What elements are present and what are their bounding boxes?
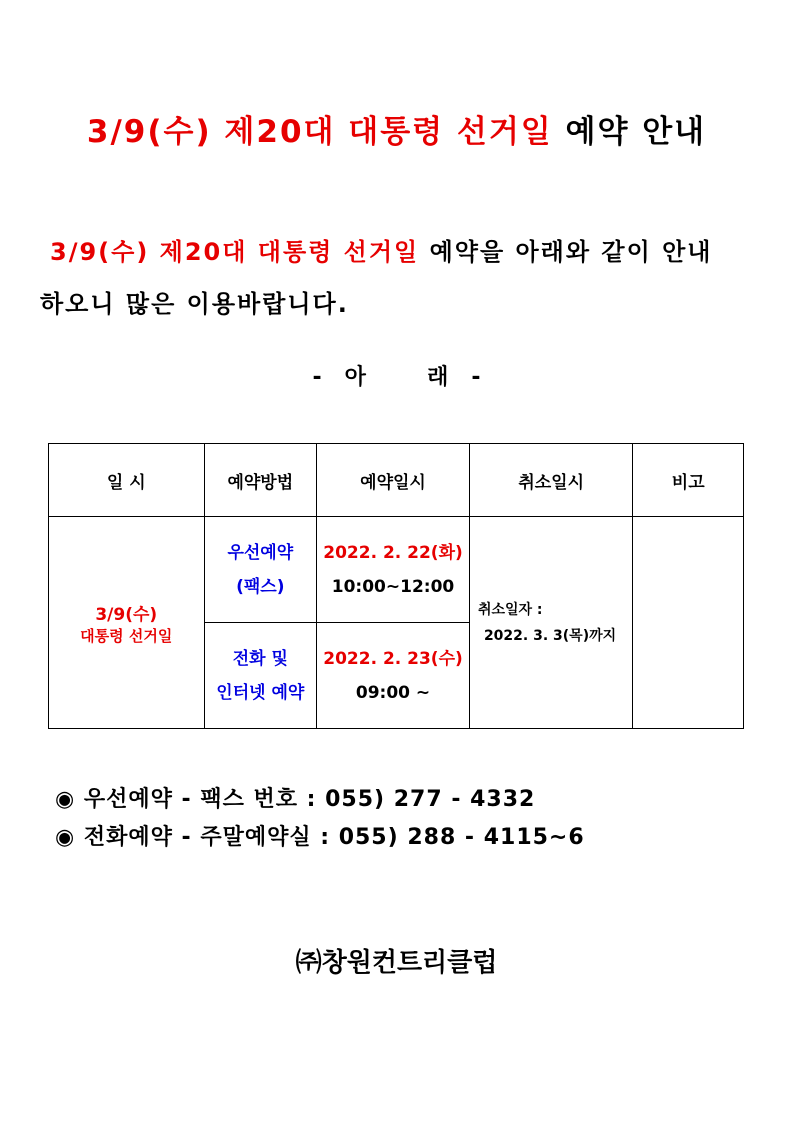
contact-list [55, 781, 585, 857]
reservation-date: 2022. 2. 23(수) [323, 648, 463, 669]
cancel-deadline: 2022. 3. 3(목)까지 [483, 627, 617, 644]
title-red-part: 3/9(수) 제20대 대통령 선거일 [86, 114, 553, 150]
header-note: 비고 [633, 444, 744, 517]
method-line-1: 전화 및 [232, 648, 288, 669]
table-row [49, 517, 744, 623]
header-date: 일 시 [49, 444, 205, 517]
note-cell [633, 517, 744, 729]
method-line-1: 우선예약 [227, 542, 294, 563]
header-cancel-date: 취소일시 [469, 444, 632, 517]
reservation-table [48, 443, 744, 729]
header-method: 예약방법 [204, 444, 317, 517]
company-name: ㈜창원컨트리클럽 [295, 948, 498, 978]
reservation-time: 10:00~12:00 [331, 576, 455, 597]
phone-contact: ◉ 전화예약 - 주말예약실 : 055) 288 - 4115~6 [55, 825, 585, 850]
reservation-date: 2022. 2. 22(화) [323, 542, 463, 563]
cancel-date-cell [469, 517, 632, 729]
method-line-2: 인터넷 예약 [216, 682, 305, 703]
method-cell [204, 517, 317, 623]
table-header-row [49, 444, 744, 517]
reservation-time: 09:00 ~ [355, 682, 431, 703]
section-heading: - 아 래 - [312, 365, 481, 390]
title-black-part: 예약 안내 [552, 114, 707, 150]
intro-line-1 [40, 226, 760, 278]
header-reservation-date: 예약일시 [317, 444, 470, 517]
intro-paragraph [40, 226, 760, 330]
intro-line-2: 하오니 많은 이용바랍니다. [40, 290, 349, 318]
method-cell [204, 623, 317, 729]
fax-contact: ◉ 우선예약 - 팩스 번호 : 055) 277 - 4332 [55, 787, 536, 812]
intro-red-part: 3/9(수) 제20대 대통령 선거일 [50, 238, 420, 266]
cancel-label: 취소일자 : [477, 601, 543, 618]
intro-black-part: 예약을 아래와 같이 안내 [419, 238, 713, 266]
reservation-date-cell [317, 517, 470, 623]
page-title [0, 106, 793, 151]
reservation-date-cell [317, 623, 470, 729]
election-label: 대통령 선거일 [80, 626, 173, 645]
method-line-2: (팩스) [236, 576, 285, 597]
election-date: 3/9(수) [95, 604, 158, 625]
election-day-cell [49, 517, 205, 729]
